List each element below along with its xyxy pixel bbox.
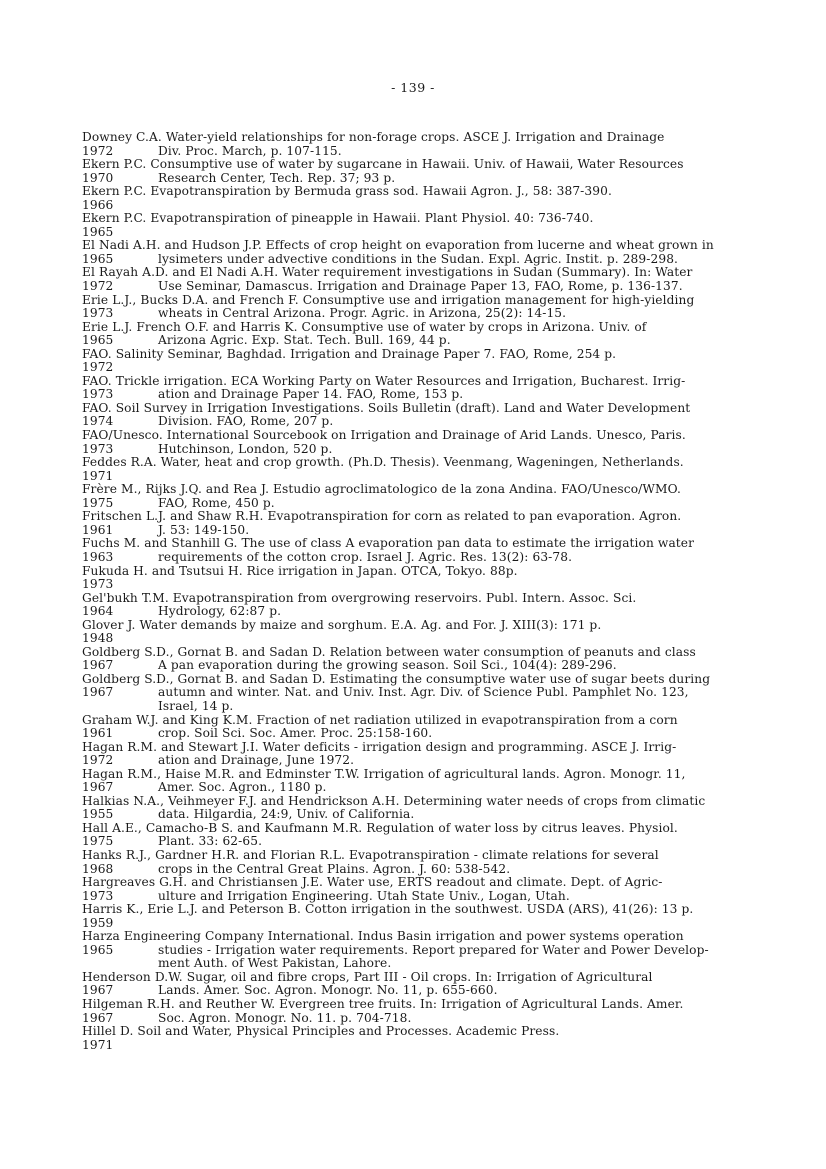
reference-continuation: data. Hilgardia, 24:9, Univ. of California. bbox=[158, 807, 415, 822]
reference-year: 1973 bbox=[82, 888, 114, 903]
reference-year: 1967 bbox=[82, 983, 114, 998]
reference-first-line: Glover J. Water demands by maize and sorghum. E.A. Ag. and For. J. XIII(3): 171 p. bbox=[82, 617, 602, 632]
reference-year: 1965 bbox=[82, 333, 114, 348]
reference-continuation bbox=[158, 361, 782, 375]
reference-first-line: Erie L.J. French O.F. and Harris K. Consumptive use of water by crops in Arizona. Univ. of bbox=[82, 319, 647, 334]
reference-first-line: Downey C.A. Water-yield relationships for non-forage crops. ASCE J. Irrigation and Drainage bbox=[82, 130, 665, 144]
reference-entry bbox=[82, 673, 782, 714]
reference-year: 1965 bbox=[82, 942, 114, 957]
reference-continuation: Hydrology, 62:87 p. bbox=[158, 604, 282, 619]
reference-continuation: Use Seminar, Damascus. Irrigation and Drainage Paper 13, FAO, Rome, p. 136-137. bbox=[158, 279, 683, 294]
reference-continuation: ation and Drainage, June 1972. bbox=[158, 753, 355, 768]
reference-entry bbox=[82, 375, 782, 402]
reference-year: 1973 bbox=[82, 577, 114, 592]
reference-entry bbox=[82, 239, 782, 266]
reference-year: 1964 bbox=[82, 604, 114, 619]
reference-year: 1948 bbox=[82, 631, 114, 646]
reference-first-line: Ekern P.C. Evapotranspiration by Bermuda grass sod. Hawaii Agron. J., 58: 387-390. bbox=[82, 184, 612, 199]
reference-entry bbox=[82, 876, 782, 903]
reference-continuation: Israel, 14 p. bbox=[158, 698, 234, 713]
reference-continuation bbox=[158, 199, 782, 213]
reference-entry bbox=[82, 971, 782, 998]
reference-continuation: lysimeters under advective conditions in the Sudan. Expl. Agric. Instit. p. 289-298. bbox=[158, 251, 679, 266]
reference-first-line: Hargreaves G.H. and Christiansen J.E. Water use, ERTS readout and climate. Dept. of Agric- bbox=[82, 875, 663, 890]
reference-year: 1971 bbox=[82, 468, 114, 483]
reference-year: 1975 bbox=[82, 834, 114, 849]
reference-first-line: FAO. Salinity Seminar, Baghdad. Irrigation and Drainage Paper 7. FAO, Rome, 254 p. bbox=[82, 346, 617, 361]
reference-continuation: Plant. 33: 62-65. bbox=[158, 834, 263, 849]
reference-continuation: crops in the Central Great Plains. Agron. J. 60: 538-542. bbox=[158, 861, 511, 876]
reference-continuation: Research Center, Tech. Rep. 37; 93 p. bbox=[158, 170, 396, 185]
reference-year: 1972 bbox=[82, 143, 114, 158]
reference-year: 1971 bbox=[82, 1037, 114, 1052]
reference-first-line: Harza Engineering Company International. Indus Basin irrigation and power systems operation bbox=[82, 929, 684, 944]
reference-entry bbox=[82, 185, 782, 212]
reference-year: 1973 bbox=[82, 306, 114, 321]
reference-continuation: ation and Drainage Paper 14. FAO, Rome, 153 p. bbox=[158, 387, 464, 402]
reference-entry bbox=[82, 294, 782, 321]
reference-first-line: Feddes R.A. Water, heat and crop growth. (Ph.D. Thesis). Veenmang, Wageningen, Netherlands. bbox=[82, 455, 684, 470]
reference-continuation: crop. Soil Sci. Soc. Amer. Proc. 25:158-160. bbox=[158, 726, 433, 741]
reference-first-line: Hillel D. Soil and Water, Physical Principles and Processes. Academic Press. bbox=[82, 1024, 560, 1039]
reference-entry bbox=[82, 930, 782, 971]
reference-continuation: wheats in Central Arizona. Progr. Agric. in Arizona, 25(2): 14-15. bbox=[158, 306, 567, 321]
reference-first-line: Hall A.E., Camacho-B S. and Kaufmann M.R. Regulation of water loss by citrus leaves. Physiol. bbox=[82, 820, 678, 835]
reference-first-line: Halkias N.A., Veihmeyer F.J. and Hendrickson A.H. Determining water needs of crops from climatic bbox=[82, 793, 706, 808]
reference-continuation: Amer. Soc. Agron., 1180 p. bbox=[158, 780, 327, 795]
reference-continuation: A pan evaporation during the growing season. Soil Sci., 104(4): 289-296. bbox=[158, 658, 617, 673]
reference-year: 1972 bbox=[82, 753, 114, 768]
reference-entry bbox=[82, 212, 782, 239]
reference-year: 1970 bbox=[82, 170, 114, 185]
reference-year: 1967 bbox=[82, 658, 114, 673]
reference-entry bbox=[82, 592, 782, 619]
reference-continuation: studies - Irrigation water requirements. Report prepared for Water and Power Develop- bbox=[158, 942, 709, 957]
reference-entry bbox=[82, 768, 782, 795]
reference-entry bbox=[82, 131, 782, 158]
reference-first-line: Hanks R.J., Gardner H.R. and Florian R.L. Evapotranspiration - climate relations for several bbox=[82, 847, 659, 862]
reference-entry bbox=[82, 348, 782, 375]
reference-first-line: Graham W.J. and King K.M. Fraction of net radiation utilized in evapotranspiration from a corn bbox=[82, 712, 678, 727]
reference-continuation bbox=[158, 470, 782, 484]
reference-entry bbox=[82, 456, 782, 483]
reference-continuation: J. 53: 149-150. bbox=[158, 522, 250, 537]
reference-continuation bbox=[158, 917, 782, 931]
reference-entry bbox=[82, 158, 782, 185]
reference-first-line: Gel'bukh T.M. Evapotranspiration from overgrowing reservoirs. Publ. Intern. Assoc. Sci. bbox=[82, 590, 637, 605]
reference-entry bbox=[82, 822, 782, 849]
reference-entry bbox=[82, 429, 782, 456]
reference-first-line: Fukuda H. and Tsutsui H. Rice irrigation in Japan. OTCA, Tokyo. 88p. bbox=[82, 563, 518, 578]
reference-entry bbox=[82, 646, 782, 673]
reference-first-line: Harris K., Erie L.J. and Peterson B. Cotton irrigation in the southwest. USDA (ARS), 41(26): 13 p. bbox=[82, 902, 694, 917]
reference-first-line: Henderson D.W. Sugar, oil and fibre crops, Part III - Oil crops. In: Irrigation of Agricultural bbox=[82, 969, 653, 984]
reference-list bbox=[82, 131, 782, 1052]
reference-continuation: ulture and Irrigation Engineering. Utah State Univ., Logan, Utah. bbox=[158, 888, 570, 903]
reference-first-line: Ekern P.C. Consumptive use of water by sugarcane in Hawaii. Univ. of Hawaii, Water Resources bbox=[82, 157, 684, 172]
reference-entry bbox=[82, 1025, 782, 1052]
reference-first-line: Goldberg S.D., Gornat B. and Sadan D. Estimating the consumptive water use of sugar beets during bbox=[82, 671, 711, 686]
reference-entry bbox=[82, 619, 782, 646]
reference-year: 1975 bbox=[82, 495, 114, 510]
reference-year: 1967 bbox=[82, 685, 114, 700]
reference-year: 1965 bbox=[82, 224, 114, 239]
reference-continuation: Soc. Agron. Monogr. No. 11. p. 704-718. bbox=[158, 1010, 412, 1025]
reference-entry bbox=[82, 510, 782, 537]
reference-continuation: FAO, Rome, 450 p. bbox=[158, 495, 275, 510]
reference-continuation bbox=[158, 632, 782, 646]
reference-continuation: Div. Proc. March, p. 107-115. bbox=[158, 143, 342, 158]
reference-year: 1959 bbox=[82, 915, 114, 930]
reference-continuation: Hutchinson, London, 520 p. bbox=[158, 441, 333, 456]
reference-continuation: requirements of the cotton crop. Israel J. Agric. Res. 13(2): 63-78. bbox=[158, 549, 573, 564]
reference-continuation: Arizona Agric. Exp. Stat. Tech. Bull. 169, 44 p. bbox=[158, 333, 451, 348]
reference-year: 1973 bbox=[82, 387, 114, 402]
reference-first-line: El Rayah A.D. and El Nadi A.H. Water requirement investigations in Sudan (Summary). In: Water bbox=[82, 265, 693, 280]
reference-year: 1972 bbox=[82, 360, 114, 375]
reference-entry bbox=[82, 537, 782, 564]
reference-entry bbox=[82, 741, 782, 768]
reference-year: 1966 bbox=[82, 197, 114, 212]
reference-continuation: autumn and winter. Nat. and Univ. Inst. Agr. Div. of Science Publ. Pamphlet No. 123, bbox=[158, 685, 689, 700]
reference-year: 1967 bbox=[82, 1010, 114, 1025]
reference-year: 1961 bbox=[82, 522, 114, 537]
reference-entry bbox=[82, 483, 782, 510]
reference-entry bbox=[82, 903, 782, 930]
reference-entry bbox=[82, 321, 782, 348]
reference-continuation bbox=[158, 226, 782, 240]
reference-first-line: FAO. Trickle irrigation. ECA Working Party on Water Resources and Irrigation, Bucharest. Irrig- bbox=[82, 373, 686, 388]
reference-continuation bbox=[158, 1039, 782, 1053]
reference-first-line: Goldberg S.D., Gornat B. and Sadan D. Relation between water consumption of peanuts and class bbox=[82, 644, 696, 659]
reference-first-line: Hagan R.M. and Stewart J.I. Water deficits - irrigation design and programming. ASCE J. Irrig- bbox=[82, 739, 677, 754]
reference-first-line: Hilgeman R.H. and Reuther W. Evergreen tree fruits. In: Irrigation of Agricultural Lands. Amer. bbox=[82, 997, 684, 1011]
reference-year: 1955 bbox=[82, 807, 114, 822]
reference-first-line: Erie L.J., Bucks D.A. and French F. Consumptive use and irrigation management for high-yielding bbox=[82, 292, 695, 307]
reference-entry bbox=[82, 795, 782, 822]
reference-year: 1965 bbox=[82, 251, 114, 266]
reference-first-line: Fritschen L.J. and Shaw R.H. Evapotranspiration for corn as related to pan evaporation. Agron. bbox=[82, 509, 682, 524]
reference-year: 1972 bbox=[82, 279, 114, 294]
reference-entry bbox=[82, 998, 782, 1025]
reference-year: 1973 bbox=[82, 441, 114, 456]
reference-year: 1968 bbox=[82, 861, 114, 876]
reference-first-line: Frère M., Rijks J.Q. and Rea J. Estudio agroclimatologico de la zona Andina. FAO/Unesco/WMO. bbox=[82, 482, 681, 497]
reference-entry bbox=[82, 266, 782, 293]
reference-first-line: Fuchs M. and Stanhill G. The use of class A evaporation pan data to estimate the irrigation water bbox=[82, 536, 695, 551]
reference-continuation: Division. FAO, Rome, 207 p. bbox=[158, 414, 334, 429]
reference-entry bbox=[82, 714, 782, 741]
reference-entry bbox=[82, 849, 782, 876]
reference-year: 1974 bbox=[82, 414, 114, 429]
reference-first-line: FAO/Unesco. International Sourcebook on Irrigation and Drainage of Arid Lands. Unesco, Paris. bbox=[82, 428, 686, 443]
reference-entry bbox=[82, 565, 782, 592]
reference-year: 1961 bbox=[82, 726, 114, 741]
reference-first-line: FAO. Soil Survey in Irrigation Investigations. Soils Bulletin (draft). Land and Water Development bbox=[82, 400, 691, 415]
page-number: - 139 - bbox=[391, 80, 435, 95]
reference-year: 1963 bbox=[82, 549, 114, 564]
reference-continuation: ment Auth. of West Pakistan, Lahore. bbox=[158, 956, 392, 971]
reference-continuation bbox=[158, 578, 782, 592]
reference-first-line: Ekern P.C. Evapotranspiration of pineapple in Hawaii. Plant Physiol. 40: 736-740. bbox=[82, 211, 594, 226]
reference-entry bbox=[82, 402, 782, 429]
reference-first-line: Hagan R.M., Haise M.R. and Edminster T.W. Irrigation of agricultural lands. Agron. Monogr. 11, bbox=[82, 766, 686, 781]
reference-first-line: El Nadi A.H. and Hudson J.P. Effects of crop height on evaporation from lucerne and wheat grown in bbox=[82, 238, 714, 253]
reference-continuation: Lands. Amer. Soc. Agron. Monogr. No. 11, p. 655-660. bbox=[158, 983, 498, 998]
reference-year: 1967 bbox=[82, 780, 114, 795]
